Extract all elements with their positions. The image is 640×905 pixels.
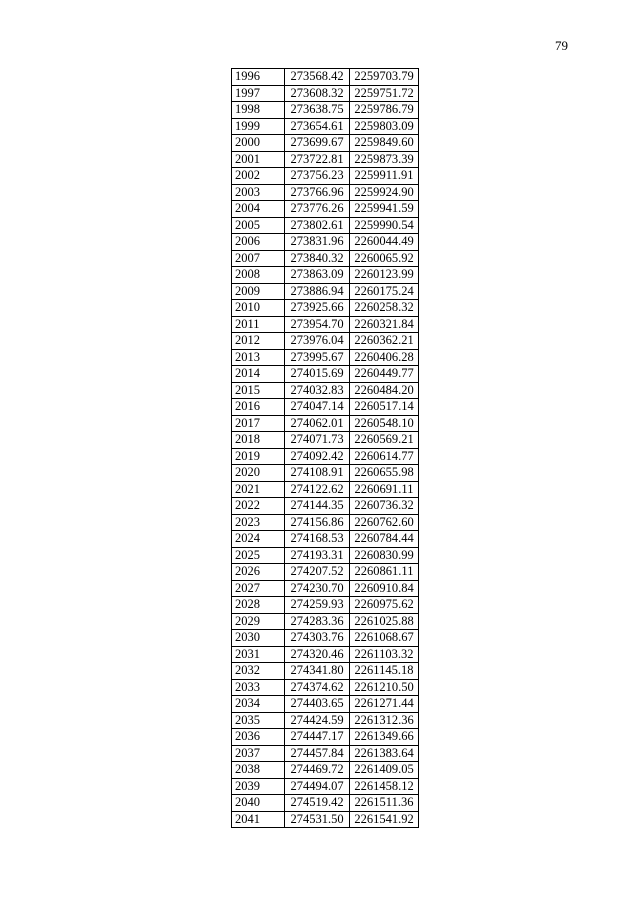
table-row [232,630,419,647]
year-cell: 2002 [232,168,285,185]
value-b-cell: 2260362.21 [350,333,419,350]
table-row [232,514,419,531]
value-a-cell: 274032.83 [285,382,350,399]
value-a-cell: 274156.86 [285,514,350,531]
value-b-cell: 2261210.50 [350,679,419,696]
value-a-cell: 274168.53 [285,531,350,548]
year-cell: 2014 [232,366,285,383]
value-b-cell: 2260691.11 [350,481,419,498]
value-a-cell: 274071.73 [285,432,350,449]
table-row [232,580,419,597]
value-b-cell: 2261068.67 [350,630,419,647]
year-cell: 2001 [232,151,285,168]
table-row [232,267,419,284]
value-a-cell: 273756.23 [285,168,350,185]
value-b-cell: 2260861.11 [350,564,419,581]
value-a-cell: 274519.42 [285,795,350,812]
table-row [232,696,419,713]
table-row [232,102,419,119]
year-cell: 2027 [232,580,285,597]
value-a-cell: 273802.61 [285,217,350,234]
year-cell: 2005 [232,217,285,234]
table-row [232,465,419,482]
value-a-cell: 273976.04 [285,333,350,350]
year-cell: 2013 [232,349,285,366]
value-a-cell: 274341.80 [285,663,350,680]
value-a-cell: 274424.59 [285,712,350,729]
data-table [231,68,419,828]
year-cell: 2031 [232,646,285,663]
table-row [232,85,419,102]
table-row [232,564,419,581]
value-a-cell: 274108.91 [285,465,350,482]
value-a-cell: 273722.81 [285,151,350,168]
value-b-cell: 2259924.90 [350,184,419,201]
value-b-cell: 2260258.32 [350,300,419,317]
table-row [232,481,419,498]
year-cell: 2000 [232,135,285,152]
value-a-cell: 273863.09 [285,267,350,284]
value-a-cell: 274062.01 [285,415,350,432]
value-b-cell: 2260548.10 [350,415,419,432]
year-cell: 2021 [232,481,285,498]
year-cell: 2040 [232,795,285,812]
year-cell: 2028 [232,597,285,614]
value-b-cell: 2260123.99 [350,267,419,284]
table-row [232,762,419,779]
table-row [232,613,419,630]
value-b-cell: 2260614.77 [350,448,419,465]
year-cell: 1999 [232,118,285,135]
value-b-cell: 2261458.12 [350,778,419,795]
table-row [232,135,419,152]
value-b-cell: 2261025.88 [350,613,419,630]
year-cell: 2017 [232,415,285,432]
table-row [232,283,419,300]
table-row [232,597,419,614]
value-b-cell: 2261312.36 [350,712,419,729]
table-row [232,679,419,696]
year-cell: 2037 [232,745,285,762]
table-row [232,712,419,729]
table-row [232,316,419,333]
table-row [232,382,419,399]
value-b-cell: 2260569.21 [350,432,419,449]
year-cell: 2022 [232,498,285,515]
table-row [232,448,419,465]
table-row [232,201,419,218]
value-b-cell: 2261409.05 [350,762,419,779]
year-cell: 2011 [232,316,285,333]
year-cell: 2029 [232,613,285,630]
value-a-cell: 273608.32 [285,85,350,102]
value-b-cell: 2259703.79 [350,69,419,86]
value-a-cell: 274447.17 [285,729,350,746]
value-b-cell: 2259803.09 [350,118,419,135]
value-b-cell: 2261383.64 [350,745,419,762]
table-row [232,69,419,86]
value-a-cell: 274469.72 [285,762,350,779]
table-row [232,300,419,317]
table-row [232,168,419,185]
value-b-cell: 2260449.77 [350,366,419,383]
table-row [232,795,419,812]
value-b-cell: 2261349.66 [350,729,419,746]
value-a-cell: 274047.14 [285,399,350,416]
year-cell: 2012 [232,333,285,350]
value-a-cell: 274494.07 [285,778,350,795]
value-b-cell: 2260065.92 [350,250,419,267]
table-row [232,333,419,350]
value-a-cell: 274303.76 [285,630,350,647]
year-cell: 2018 [232,432,285,449]
value-a-cell: 273886.94 [285,283,350,300]
value-b-cell: 2260975.62 [350,597,419,614]
year-cell: 2024 [232,531,285,548]
page-number: 79 [555,38,568,53]
year-cell: 2026 [232,564,285,581]
value-a-cell: 274457.84 [285,745,350,762]
value-b-cell: 2260044.49 [350,234,419,251]
value-a-cell: 274531.50 [285,811,350,828]
value-b-cell: 2259990.54 [350,217,419,234]
table-row [232,250,419,267]
year-cell: 2016 [232,399,285,416]
year-cell: 2006 [232,234,285,251]
table-row [232,184,419,201]
value-b-cell: 2259751.72 [350,85,419,102]
value-b-cell: 2259849.60 [350,135,419,152]
table-row [232,547,419,564]
year-cell: 2038 [232,762,285,779]
value-b-cell: 2259786.79 [350,102,419,119]
value-b-cell: 2260484.20 [350,382,419,399]
value-b-cell: 2260406.28 [350,349,419,366]
year-cell: 2009 [232,283,285,300]
value-b-cell: 2259941.59 [350,201,419,218]
value-a-cell: 274092.42 [285,448,350,465]
table-row [232,151,419,168]
year-cell: 2019 [232,448,285,465]
value-a-cell: 273776.26 [285,201,350,218]
year-cell: 2035 [232,712,285,729]
table-row [232,729,419,746]
value-a-cell: 274122.62 [285,481,350,498]
table-row [232,432,419,449]
value-b-cell: 2260736.32 [350,498,419,515]
year-cell: 2007 [232,250,285,267]
table-row [232,234,419,251]
year-cell: 2015 [232,382,285,399]
value-b-cell: 2261145.18 [350,663,419,680]
table-row [232,531,419,548]
table-row [232,366,419,383]
value-b-cell: 2260784.44 [350,531,419,548]
value-b-cell: 2259873.39 [350,151,419,168]
table-row [232,217,419,234]
year-cell: 2032 [232,663,285,680]
year-cell: 2023 [232,514,285,531]
value-b-cell: 2260762.60 [350,514,419,531]
value-b-cell: 2260517.14 [350,399,419,416]
table-row [232,349,419,366]
value-b-cell: 2261541.92 [350,811,419,828]
table-row [232,745,419,762]
year-cell: 2020 [232,465,285,482]
value-b-cell: 2260655.98 [350,465,419,482]
value-a-cell: 274259.93 [285,597,350,614]
value-b-cell: 2260910.84 [350,580,419,597]
value-a-cell: 273568.42 [285,69,350,86]
value-a-cell: 274015.69 [285,366,350,383]
value-a-cell: 274320.46 [285,646,350,663]
value-a-cell: 273766.96 [285,184,350,201]
table-row [232,399,419,416]
value-b-cell: 2260175.24 [350,283,419,300]
year-cell: 2030 [232,630,285,647]
value-a-cell: 274403.65 [285,696,350,713]
value-a-cell: 273995.67 [285,349,350,366]
table-row [232,646,419,663]
value-b-cell: 2260830.99 [350,547,419,564]
year-cell: 2036 [232,729,285,746]
value-a-cell: 273638.75 [285,102,350,119]
year-cell: 1997 [232,85,285,102]
year-cell: 1996 [232,69,285,86]
year-cell: 2008 [232,267,285,284]
value-a-cell: 273654.61 [285,118,350,135]
value-b-cell: 2261271.44 [350,696,419,713]
year-cell: 2004 [232,201,285,218]
table-row [232,498,419,515]
value-b-cell: 2261511.36 [350,795,419,812]
year-cell: 2025 [232,547,285,564]
year-cell: 2039 [232,778,285,795]
value-a-cell: 273831.96 [285,234,350,251]
year-cell: 2041 [232,811,285,828]
year-cell: 2003 [232,184,285,201]
value-a-cell: 274193.31 [285,547,350,564]
year-cell: 1998 [232,102,285,119]
value-a-cell: 273840.32 [285,250,350,267]
value-a-cell: 273954.70 [285,316,350,333]
value-a-cell: 274374.62 [285,679,350,696]
table-row [232,778,419,795]
table-row [232,415,419,432]
table-row [232,811,419,828]
table-body [232,69,419,828]
table-row [232,118,419,135]
table-row [232,663,419,680]
value-a-cell: 273699.67 [285,135,350,152]
value-b-cell: 2259911.91 [350,168,419,185]
year-cell: 2010 [232,300,285,317]
value-b-cell: 2261103.32 [350,646,419,663]
value-a-cell: 274207.52 [285,564,350,581]
year-cell: 2033 [232,679,285,696]
value-b-cell: 2260321.84 [350,316,419,333]
value-a-cell: 274144.35 [285,498,350,515]
value-a-cell: 274283.36 [285,613,350,630]
value-a-cell: 273925.66 [285,300,350,317]
value-a-cell: 274230.70 [285,580,350,597]
year-cell: 2034 [232,696,285,713]
